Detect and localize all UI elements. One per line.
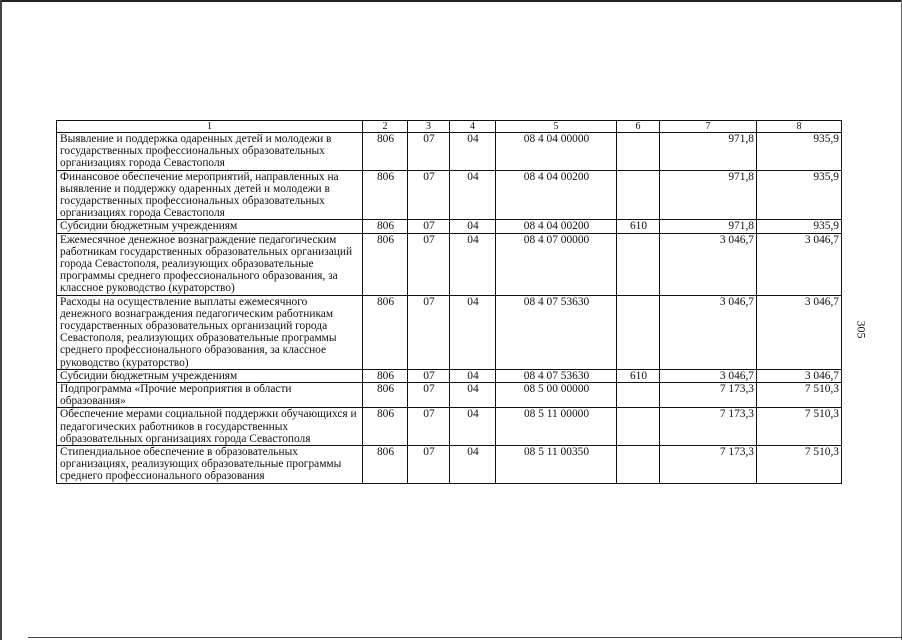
row-target-code: 08 4 07 53630 — [496, 295, 617, 369]
row-amount-col7: 971,8 — [660, 133, 757, 171]
row-subsection-code: 04 — [450, 383, 496, 408]
table-header-row — [57, 121, 842, 133]
row-section-code: 07 — [408, 446, 450, 484]
row-amount-col8: 3 046,7 — [757, 295, 842, 369]
row-expense-type — [617, 170, 660, 220]
header-col-2: 2 — [363, 121, 408, 133]
row-amount-col7: 971,8 — [660, 220, 757, 233]
scan-border-left — [0, 0, 2, 640]
scan-border-bottom — [28, 637, 902, 638]
row-name: Стипендиальное обеспечение в образовательных организациях, реализующих образовательные программы среднего профессионального образования — [57, 446, 363, 484]
header-col-4: 4 — [450, 121, 496, 133]
row-amount-col7: 7 173,3 — [660, 383, 757, 408]
row-ministry-code: 806 — [363, 220, 408, 233]
header-col-1: 1 — [57, 121, 363, 133]
table-row — [57, 133, 842, 171]
row-expense-type: 610 — [617, 369, 660, 382]
row-expense-type — [617, 446, 660, 484]
header-col-6: 6 — [617, 121, 660, 133]
row-target-code: 08 5 11 00350 — [496, 446, 617, 484]
row-amount-col7: 3 046,7 — [660, 295, 757, 369]
row-ministry-code: 806 — [363, 233, 408, 295]
row-name: Субсидии бюджетным учреждениям — [57, 369, 363, 382]
table-row — [57, 383, 842, 408]
row-amount-col8: 935,9 — [757, 133, 842, 171]
row-ministry-code: 806 — [363, 408, 408, 446]
budget-table — [56, 120, 842, 484]
row-amount-col8: 935,9 — [757, 220, 842, 233]
row-ministry-code: 806 — [363, 170, 408, 220]
row-target-code: 08 4 07 53630 — [496, 369, 617, 382]
row-name: Обеспечение мерами социальной поддержки обучающихся и педагогических работников в государственных образовательных организациях города Севастополя — [57, 408, 363, 446]
row-target-code: 08 4 07 00000 — [496, 233, 617, 295]
row-target-code: 08 4 04 00200 — [496, 170, 617, 220]
row-ministry-code: 806 — [363, 383, 408, 408]
row-amount-col8: 3 046,7 — [757, 233, 842, 295]
row-expense-type — [617, 233, 660, 295]
row-name: Финансовое обеспечение мероприятий, направленных на выявление и поддержку одаренных детей и молодежи в государственных профессиональных образовательных организациях города Севастополя — [57, 170, 363, 220]
row-amount-col7: 3 046,7 — [660, 233, 757, 295]
row-amount-col8: 935,9 — [757, 170, 842, 220]
table-row — [57, 408, 842, 446]
table-row — [57, 295, 842, 369]
header-col-7: 7 — [660, 121, 757, 133]
row-amount-col8: 7 510,3 — [757, 383, 842, 408]
row-expense-type — [617, 295, 660, 369]
row-section-code: 07 — [408, 220, 450, 233]
row-subsection-code: 04 — [450, 220, 496, 233]
row-section-code: 07 — [408, 408, 450, 446]
row-target-code: 08 4 04 00000 — [496, 133, 617, 171]
row-name: Субсидии бюджетным учреждениям — [57, 220, 363, 233]
row-expense-type: 610 — [617, 220, 660, 233]
scan-border-top — [0, 0, 902, 2]
row-amount-col7: 3 046,7 — [660, 369, 757, 382]
row-section-code: 07 — [408, 233, 450, 295]
row-expense-type — [617, 383, 660, 408]
row-amount-col7: 7 173,3 — [660, 408, 757, 446]
row-section-code: 07 — [408, 295, 450, 369]
row-amount-col8: 7 510,3 — [757, 446, 842, 484]
header-col-8: 8 — [757, 121, 842, 133]
row-amount-col8: 7 510,3 — [757, 408, 842, 446]
row-amount-col7: 971,8 — [660, 170, 757, 220]
row-ministry-code: 806 — [363, 369, 408, 382]
row-name: Расходы на осуществление выплаты ежемесячного денежного вознаграждения педагогическим работникам государственных образовательных организаций города Севастополя, реализующих образовательные программы среднего профессионального образования, за классное руководство (кураторство) — [57, 295, 363, 369]
row-section-code: 07 — [408, 369, 450, 382]
row-subsection-code: 04 — [450, 408, 496, 446]
table-row — [57, 233, 842, 295]
row-expense-type — [617, 133, 660, 171]
table-row — [57, 369, 842, 382]
row-ministry-code: 806 — [363, 133, 408, 171]
table-row — [57, 446, 842, 484]
row-subsection-code: 04 — [450, 233, 496, 295]
row-name: Ежемесячное денежное вознаграждение педагогическим работникам государственных образовательных организаций города Севастополя, реализующих образовательные программы среднего профессионального образования, за классное руководство (кураторство) — [57, 233, 363, 295]
row-section-code: 07 — [408, 170, 450, 220]
header-col-5: 5 — [496, 121, 617, 133]
row-amount-col8: 3 046,7 — [757, 369, 842, 382]
row-expense-type — [617, 408, 660, 446]
row-section-code: 07 — [408, 383, 450, 408]
row-name: Выявление и поддержка одаренных детей и молодежи в государственных профессиональных образовательных организациях города Севастополя — [57, 133, 363, 171]
row-amount-col7: 7 173,3 — [660, 446, 757, 484]
row-target-code: 08 5 00 00000 — [496, 383, 617, 408]
page-number: 305 — [854, 320, 869, 339]
row-section-code: 07 — [408, 133, 450, 171]
row-ministry-code: 806 — [363, 295, 408, 369]
row-subsection-code: 04 — [450, 369, 496, 382]
table-row — [57, 220, 842, 233]
row-name: Подпрограмма «Прочие мероприятия в области образования» — [57, 383, 363, 408]
header-col-3: 3 — [408, 121, 450, 133]
row-subsection-code: 04 — [450, 133, 496, 171]
table-row — [57, 170, 842, 220]
row-subsection-code: 04 — [450, 446, 496, 484]
row-ministry-code: 806 — [363, 446, 408, 484]
row-target-code: 08 4 04 00200 — [496, 220, 617, 233]
row-subsection-code: 04 — [450, 295, 496, 369]
row-target-code: 08 5 11 00000 — [496, 408, 617, 446]
row-subsection-code: 04 — [450, 170, 496, 220]
